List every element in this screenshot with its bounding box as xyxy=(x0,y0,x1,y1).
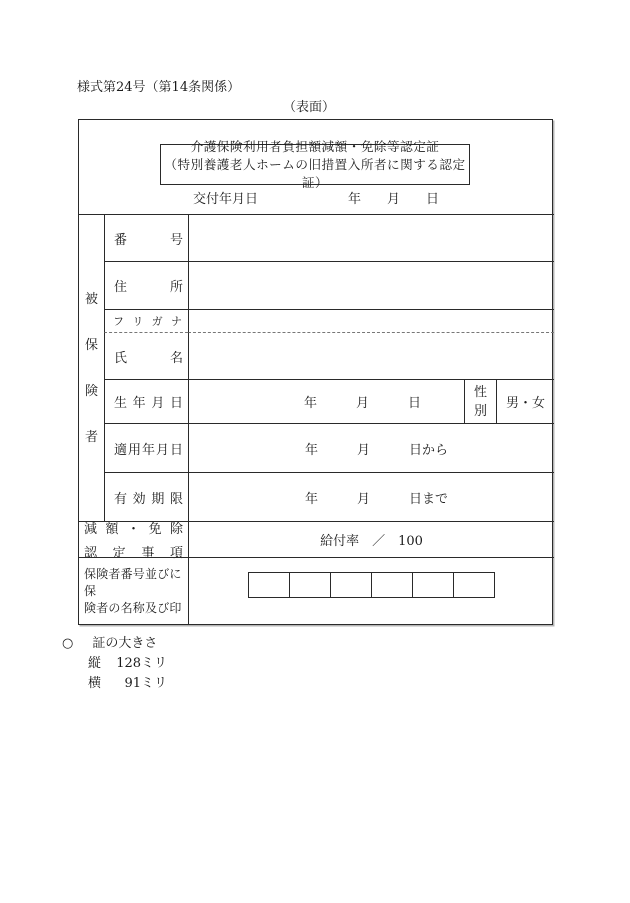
address-label-cell xyxy=(104,261,188,309)
insurer-number-box xyxy=(371,572,413,598)
size-note-title-line xyxy=(62,636,157,651)
size-note-width-value: 91ミリ xyxy=(124,676,168,691)
expiry-value-cell: 年 月 日まで xyxy=(188,472,554,521)
size-note-height-label: 縦 xyxy=(88,656,102,671)
insured-group-cell xyxy=(79,214,104,521)
number-label: 番 号 xyxy=(114,232,183,248)
size-note-title: 証の大きさ xyxy=(92,636,158,651)
certificate-title-line2: （特別養護老人ホームの旧措置入所者に関する認定証） xyxy=(164,156,466,190)
number-label-cell xyxy=(104,214,188,261)
birthdate-label: 生 年 月 日 xyxy=(114,396,183,411)
issue-date-label: 交付年月日 xyxy=(193,192,259,207)
circle-bullet-icon: ○ xyxy=(62,636,74,651)
certificate-card xyxy=(78,119,553,625)
sex-value-cell: 男・女 xyxy=(496,379,554,423)
sex-label-cell xyxy=(464,379,496,423)
issue-date-value: 年 月 日 xyxy=(348,192,440,207)
apply-date-value-cell: 年 月 日から xyxy=(188,423,554,472)
insurer-number-cell xyxy=(188,557,554,625)
name-value-cell xyxy=(188,332,554,379)
insured-group-label: 被 保 険 者 xyxy=(84,291,98,445)
name-label-cell xyxy=(104,332,188,379)
furigana-label: フ リ ガ ナ xyxy=(113,315,182,328)
certificate-title-line1: 介護保険利用者負担額減額・免除等認定証 xyxy=(190,138,440,154)
furigana-value-cell xyxy=(188,309,554,332)
face-side-label: （表面） xyxy=(283,100,336,115)
reduction-label-line1: 減 額 ・ 免 除 xyxy=(84,522,183,537)
birthdate-label-cell xyxy=(104,379,188,423)
insurer-label-line1: 保険者番号並びに保 xyxy=(84,567,182,598)
reduction-label-line2: 認 定 事 項 xyxy=(84,546,183,561)
form-number-label: 様式第24号（第14条関係） xyxy=(77,80,241,95)
sex-label: 性 別 xyxy=(473,384,487,419)
insurer-label-line2: 険者の名称及び印 xyxy=(84,601,182,615)
expiry-label: 有 効 期 限 xyxy=(114,491,183,507)
insurer-number-box xyxy=(412,572,454,598)
insurer-number-box xyxy=(330,572,372,598)
insurer-label-cell xyxy=(79,557,188,625)
size-note-width-label: 横 xyxy=(88,676,102,691)
birthdate-value-cell: 年 月 日 xyxy=(188,379,464,423)
certificate-title-box xyxy=(160,138,470,190)
furigana-label-cell xyxy=(104,309,188,332)
name-label: 氏 名 xyxy=(114,350,183,366)
apply-date-label-cell xyxy=(104,423,188,472)
number-value-cell xyxy=(188,214,554,261)
apply-date-label: 適 用 年 月 日 xyxy=(114,442,183,458)
size-note-height-value: 128ミリ xyxy=(116,656,168,671)
insurer-number-box xyxy=(289,572,331,598)
reduction-value-cell: 給付率 ／ 100 xyxy=(188,521,554,557)
size-note-width-line xyxy=(88,676,167,691)
expiry-label-cell xyxy=(104,472,188,521)
size-note-height-line xyxy=(88,656,167,671)
insurer-number-box xyxy=(248,572,290,598)
address-value-cell xyxy=(188,261,554,309)
insurer-number-box xyxy=(453,572,495,598)
reduction-label-cell xyxy=(79,521,188,561)
address-label: 住 所 xyxy=(114,280,183,295)
